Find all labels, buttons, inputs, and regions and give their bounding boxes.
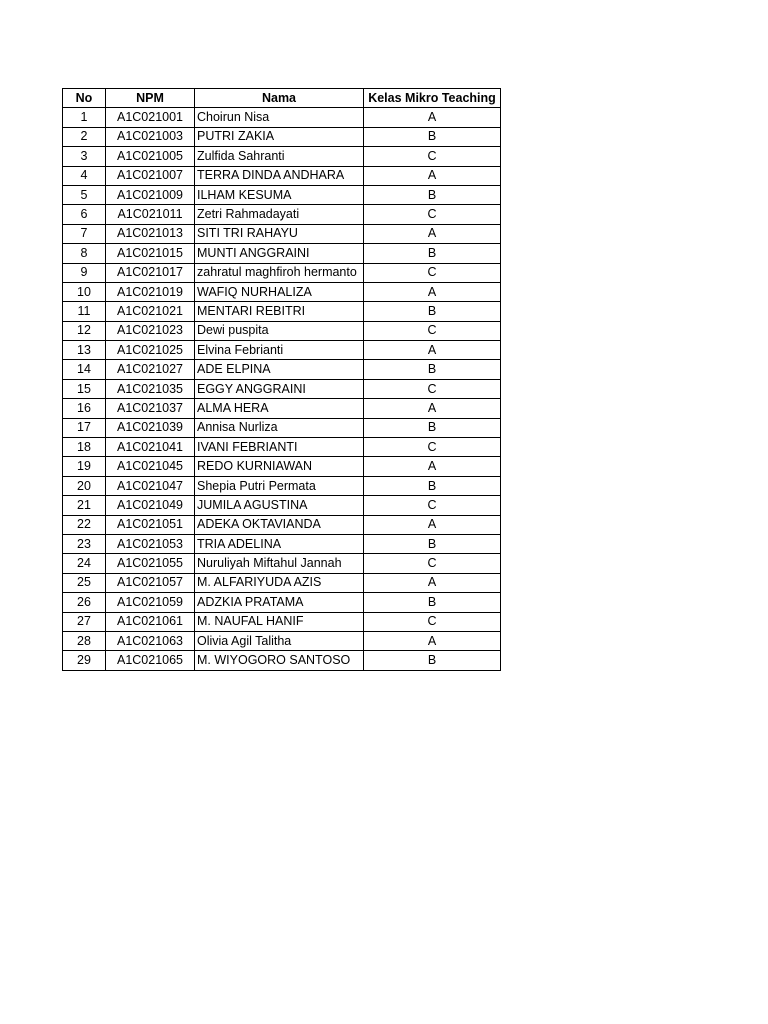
cell-no: 19 <box>63 457 106 476</box>
cell-kelas: B <box>364 418 501 437</box>
cell-nama: ADZKIA PRATAMA <box>195 593 364 612</box>
cell-npm: A1C021001 <box>106 108 195 127</box>
cell-npm: A1C021011 <box>106 205 195 224</box>
cell-nama: Choirun Nisa <box>195 108 364 127</box>
cell-no: 17 <box>63 418 106 437</box>
cell-npm: A1C021023 <box>106 321 195 340</box>
cell-nama: TERRA DINDA ANDHARA <box>195 166 364 185</box>
cell-no: 25 <box>63 573 106 592</box>
table-row <box>63 244 501 263</box>
cell-kelas: A <box>364 166 501 185</box>
cell-kelas: A <box>364 399 501 418</box>
cell-nama: Annisa Nurliza <box>195 418 364 437</box>
cell-no: 9 <box>63 263 106 282</box>
cell-nama: Zetri Rahmadayati <box>195 205 364 224</box>
cell-no: 14 <box>63 360 106 379</box>
cell-npm: A1C021049 <box>106 496 195 515</box>
cell-no: 20 <box>63 476 106 495</box>
cell-kelas: B <box>364 651 501 670</box>
cell-npm: A1C021039 <box>106 418 195 437</box>
cell-no: 27 <box>63 612 106 631</box>
cell-npm: A1C021013 <box>106 224 195 243</box>
cell-kelas: A <box>364 631 501 650</box>
cell-kelas: C <box>364 496 501 515</box>
cell-kelas: B <box>364 534 501 553</box>
table-row <box>63 438 501 457</box>
cell-npm: A1C021019 <box>106 282 195 301</box>
cell-npm: A1C021009 <box>106 185 195 204</box>
cell-kelas: C <box>364 379 501 398</box>
cell-kelas: A <box>364 341 501 360</box>
cell-kelas: C <box>364 321 501 340</box>
cell-kelas: B <box>364 244 501 263</box>
cell-npm: A1C021053 <box>106 534 195 553</box>
header-no: No <box>63 89 106 108</box>
cell-kelas: A <box>364 224 501 243</box>
cell-kelas: C <box>364 147 501 166</box>
cell-kelas: B <box>364 593 501 612</box>
table-row <box>63 399 501 418</box>
cell-kelas: B <box>364 127 501 146</box>
cell-npm: A1C021051 <box>106 515 195 534</box>
table-row <box>63 341 501 360</box>
cell-kelas: A <box>364 515 501 534</box>
table-row <box>63 612 501 631</box>
cell-nama: MUNTI ANGGRAINI <box>195 244 364 263</box>
cell-no: 5 <box>63 185 106 204</box>
table-row <box>63 263 501 282</box>
cell-npm: A1C021065 <box>106 651 195 670</box>
cell-kelas: B <box>364 185 501 204</box>
header-row <box>63 89 501 108</box>
table-row <box>63 651 501 670</box>
cell-no: 7 <box>63 224 106 243</box>
student-class-table <box>62 88 501 671</box>
cell-npm: A1C021041 <box>106 438 195 457</box>
table-row <box>63 282 501 301</box>
cell-no: 13 <box>63 341 106 360</box>
header-npm: NPM <box>106 89 195 108</box>
cell-nama: Nuruliyah Miftahul Jannah <box>195 554 364 573</box>
cell-nama: ILHAM KESUMA <box>195 185 364 204</box>
cell-nama: Shepia Putri Permata <box>195 476 364 495</box>
table-row <box>63 593 501 612</box>
cell-no: 2 <box>63 127 106 146</box>
cell-nama: REDO KURNIAWAN <box>195 457 364 476</box>
cell-no: 22 <box>63 515 106 534</box>
cell-nama: WAFIQ NURHALIZA <box>195 282 364 301</box>
cell-no: 8 <box>63 244 106 263</box>
cell-no: 1 <box>63 108 106 127</box>
cell-nama: IVANI FEBRIANTI <box>195 438 364 457</box>
student-class-table-container <box>62 88 501 671</box>
cell-npm: A1C021055 <box>106 554 195 573</box>
cell-npm: A1C021059 <box>106 593 195 612</box>
cell-no: 24 <box>63 554 106 573</box>
table-row <box>63 496 501 515</box>
cell-npm: A1C021037 <box>106 399 195 418</box>
cell-kelas: B <box>364 360 501 379</box>
cell-no: 15 <box>63 379 106 398</box>
cell-kelas: A <box>364 282 501 301</box>
cell-no: 28 <box>63 631 106 650</box>
cell-nama: PUTRI ZAKIA <box>195 127 364 146</box>
cell-npm: A1C021047 <box>106 476 195 495</box>
cell-no: 18 <box>63 438 106 457</box>
table-row <box>63 205 501 224</box>
cell-nama: zahratul maghfiroh hermanto <box>195 263 364 282</box>
cell-npm: A1C021025 <box>106 341 195 360</box>
cell-kelas: C <box>364 554 501 573</box>
cell-kelas: C <box>364 612 501 631</box>
cell-npm: A1C021057 <box>106 573 195 592</box>
cell-nama: EGGY ANGGRAINI <box>195 379 364 398</box>
table-body <box>63 108 501 670</box>
table-row <box>63 108 501 127</box>
cell-npm: A1C021015 <box>106 244 195 263</box>
cell-kelas: B <box>364 302 501 321</box>
table-row <box>63 321 501 340</box>
cell-npm: A1C021045 <box>106 457 195 476</box>
table-row <box>63 185 501 204</box>
table-row <box>63 379 501 398</box>
cell-kelas: C <box>364 263 501 282</box>
table-row <box>63 476 501 495</box>
cell-nama: Elvina Febrianti <box>195 341 364 360</box>
cell-npm: A1C021007 <box>106 166 195 185</box>
cell-npm: A1C021021 <box>106 302 195 321</box>
cell-no: 10 <box>63 282 106 301</box>
cell-npm: A1C021035 <box>106 379 195 398</box>
cell-kelas: A <box>364 573 501 592</box>
cell-kelas: C <box>364 205 501 224</box>
table-row <box>63 166 501 185</box>
cell-nama: TRIA ADELINA <box>195 534 364 553</box>
table-row <box>63 418 501 437</box>
cell-nama: ADEKA OKTAVIANDA <box>195 515 364 534</box>
table-row <box>63 573 501 592</box>
cell-kelas: B <box>364 476 501 495</box>
table-row <box>63 554 501 573</box>
cell-nama: M. WIYOGORO SANTOSO <box>195 651 364 670</box>
table-row <box>63 302 501 321</box>
cell-npm: A1C021027 <box>106 360 195 379</box>
table-row <box>63 147 501 166</box>
table-row <box>63 631 501 650</box>
table-row <box>63 515 501 534</box>
cell-nama: M. NAUFAL HANIF <box>195 612 364 631</box>
cell-nama: Dewi puspita <box>195 321 364 340</box>
table-header <box>63 89 501 108</box>
cell-no: 21 <box>63 496 106 515</box>
cell-no: 3 <box>63 147 106 166</box>
cell-nama: ADE ELPINA <box>195 360 364 379</box>
cell-kelas: C <box>364 438 501 457</box>
table-row <box>63 360 501 379</box>
cell-npm: A1C021005 <box>106 147 195 166</box>
table-row <box>63 457 501 476</box>
cell-kelas: A <box>364 457 501 476</box>
cell-no: 6 <box>63 205 106 224</box>
cell-nama: ALMA HERA <box>195 399 364 418</box>
cell-nama: M. ALFARIYUDA AZIS <box>195 573 364 592</box>
cell-nama: Olivia Agil Talitha <box>195 631 364 650</box>
cell-no: 23 <box>63 534 106 553</box>
cell-no: 11 <box>63 302 106 321</box>
header-kelas: Kelas Mikro Teaching <box>364 89 501 108</box>
table-row <box>63 127 501 146</box>
cell-nama: Zulfida Sahranti <box>195 147 364 166</box>
cell-npm: A1C021017 <box>106 263 195 282</box>
cell-npm: A1C021061 <box>106 612 195 631</box>
cell-kelas: A <box>364 108 501 127</box>
table-row <box>63 534 501 553</box>
cell-no: 16 <box>63 399 106 418</box>
header-nama: Nama <box>195 89 364 108</box>
cell-npm: A1C021003 <box>106 127 195 146</box>
cell-no: 26 <box>63 593 106 612</box>
cell-nama: MENTARI REBITRI <box>195 302 364 321</box>
cell-nama: SITI TRI RAHAYU <box>195 224 364 243</box>
cell-no: 12 <box>63 321 106 340</box>
cell-nama: JUMILA AGUSTINA <box>195 496 364 515</box>
cell-no: 29 <box>63 651 106 670</box>
cell-npm: A1C021063 <box>106 631 195 650</box>
table-row <box>63 224 501 243</box>
cell-no: 4 <box>63 166 106 185</box>
